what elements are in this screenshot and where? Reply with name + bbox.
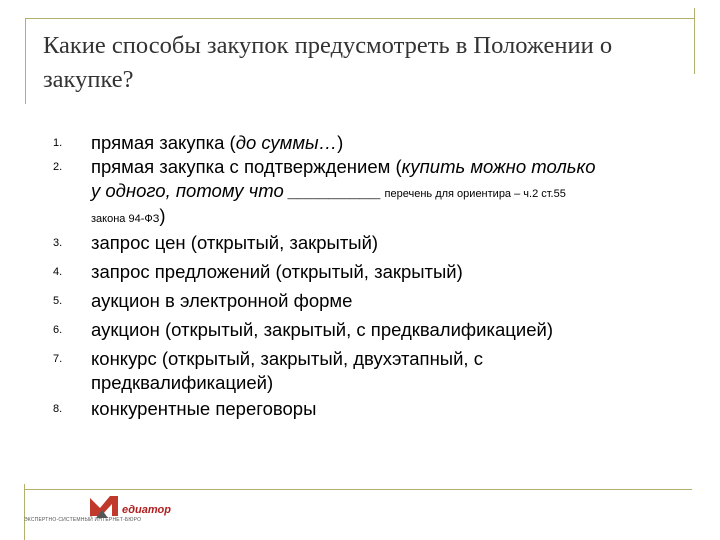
list-text: ) xyxy=(159,205,166,226)
list-text: запрос цен (открытый, закрытый) xyxy=(91,232,379,253)
list-number: 3. xyxy=(53,237,63,249)
list-text-italic: купить можно только xyxy=(401,156,596,177)
logo-name: едиатор xyxy=(122,504,171,516)
list-number: 5. xyxy=(53,295,63,307)
logo-m-icon xyxy=(88,492,122,518)
list-item xyxy=(53,155,693,229)
list-text: прямая закупка с подтверждением ( xyxy=(91,156,402,177)
list-text-italic: до суммы… xyxy=(235,132,338,153)
list-text: конкурс (открытый, закрытый, двухэтапный, с xyxy=(91,348,483,369)
list-note: перечень для ориентира – ч.2 ст.55 xyxy=(381,188,566,200)
mediator-logo xyxy=(24,492,184,530)
list-text: аукцион (открытый, закрытый, с предквалификацией) xyxy=(91,319,553,340)
list-item xyxy=(53,318,693,342)
title-frame-left xyxy=(25,18,26,104)
list-text: запрос предложений (открытый, закрытый) xyxy=(91,261,463,282)
list-text: предквалификацией) xyxy=(91,372,274,393)
list-item xyxy=(53,289,693,313)
list-number: 8. xyxy=(53,403,63,415)
list-item xyxy=(53,260,693,284)
list-item xyxy=(53,131,693,155)
list-number: 1. xyxy=(53,137,63,149)
list-text: прямая закупка ( xyxy=(91,132,236,153)
list-item xyxy=(53,397,693,421)
list-number: 7. xyxy=(53,353,63,365)
logo-tagline: ЭКСПЕРТНО-СИСТЕМНЫЙ ИНТЕРНЕТ-БЮРО xyxy=(24,517,142,523)
list-number: 6. xyxy=(53,324,63,336)
list-text: конкурентные переговоры xyxy=(91,398,317,419)
title-frame-top xyxy=(25,18,695,19)
slide-title: Какие способы закупок предусмотреть в Положении о закупке? xyxy=(43,32,613,93)
footer-frame-top xyxy=(24,489,692,490)
list-note: закона 94-ФЗ xyxy=(91,213,160,225)
list-text: ) xyxy=(337,132,344,153)
procurement-methods-list xyxy=(53,131,693,421)
list-number: 4. xyxy=(53,266,63,278)
title-frame-right xyxy=(694,8,695,74)
list-text-italic: у одного, потому что _________ xyxy=(91,180,382,201)
list-text: аукцион в электронной форме xyxy=(91,290,353,311)
list-item xyxy=(53,231,693,255)
list-number: 2. xyxy=(53,161,63,173)
list-item xyxy=(53,347,693,395)
